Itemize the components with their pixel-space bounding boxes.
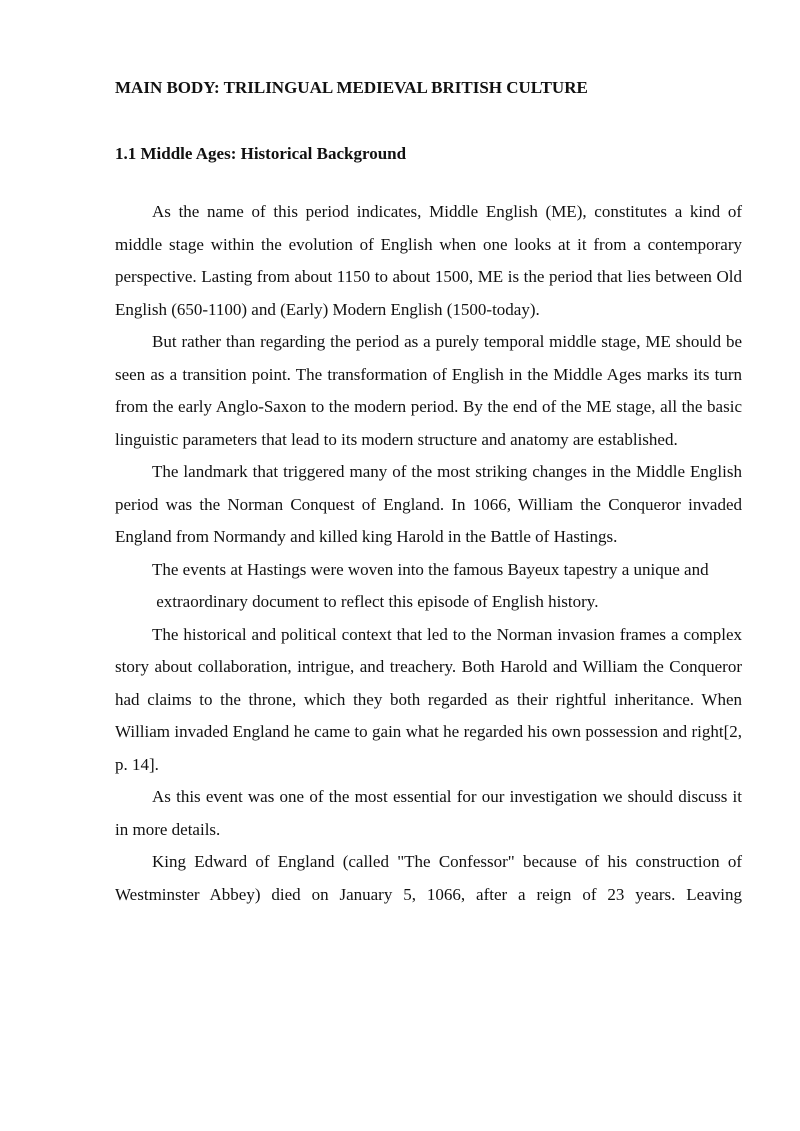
paragraph: extraordinary document to reflect this episode of English history. xyxy=(152,592,599,611)
paragraph: The events at Hastings were woven into the famous Bayeux tapestry a unique and xyxy=(152,559,709,579)
paragraph: As the name of this period indicates, Middle English (ME), constitutes a kind of middle stage within the evolution of English when one looks at it from a contemporary perspective. Lasting from about 1150 to about 1500, ME is the period that lies between Old English (650-1100) and (Early) Modern English (1500-today). xyxy=(115,202,742,319)
main-heading: MAIN BODY: TRILINGUAL MEDIEVAL BRITISH CULTURE xyxy=(115,78,588,97)
paragraph: As this event was one of the most essential for our investigation we should discuss it in more details. xyxy=(115,787,742,839)
paragraph: The historical and political context that led to the Norman invasion frames a complex story about collaboration, intrigue, and treachery. Both Harold and William the Conqueror had claims to the throne, which they both regarded as their rightful inheritance. When William invaded England he came to gain what he regarded his own possession and right[2, p. 14]. xyxy=(115,624,742,774)
paragraph: But rather than regarding the period as a purely temporal middle stage, ME should be seen as a transition point. The transformation of English in the Middle Ages marks its turn from the early Anglo-Saxon to the modern period. By the end of the ME stage, all the basic linguistic parameters that lead to its modern structure and anatomy are established. xyxy=(115,332,742,449)
paragraph: The landmark that triggered many of the most striking changes in the Middle English period was the Norman Conquest of England. In 1066, William the Conqueror invaded England from Normandy and killed king Harold in the Battle of Hastings. xyxy=(115,462,742,546)
paragraph: King Edward of England (called "The Confessor" because of his construction of Westminster Abbey) died on January 5, 1066, after a reign of 23 years. Leaving xyxy=(115,852,742,904)
section-heading: 1.1 Middle Ages: Historical Background xyxy=(115,144,407,163)
body-text xyxy=(115,196,742,911)
document-page xyxy=(115,76,742,911)
